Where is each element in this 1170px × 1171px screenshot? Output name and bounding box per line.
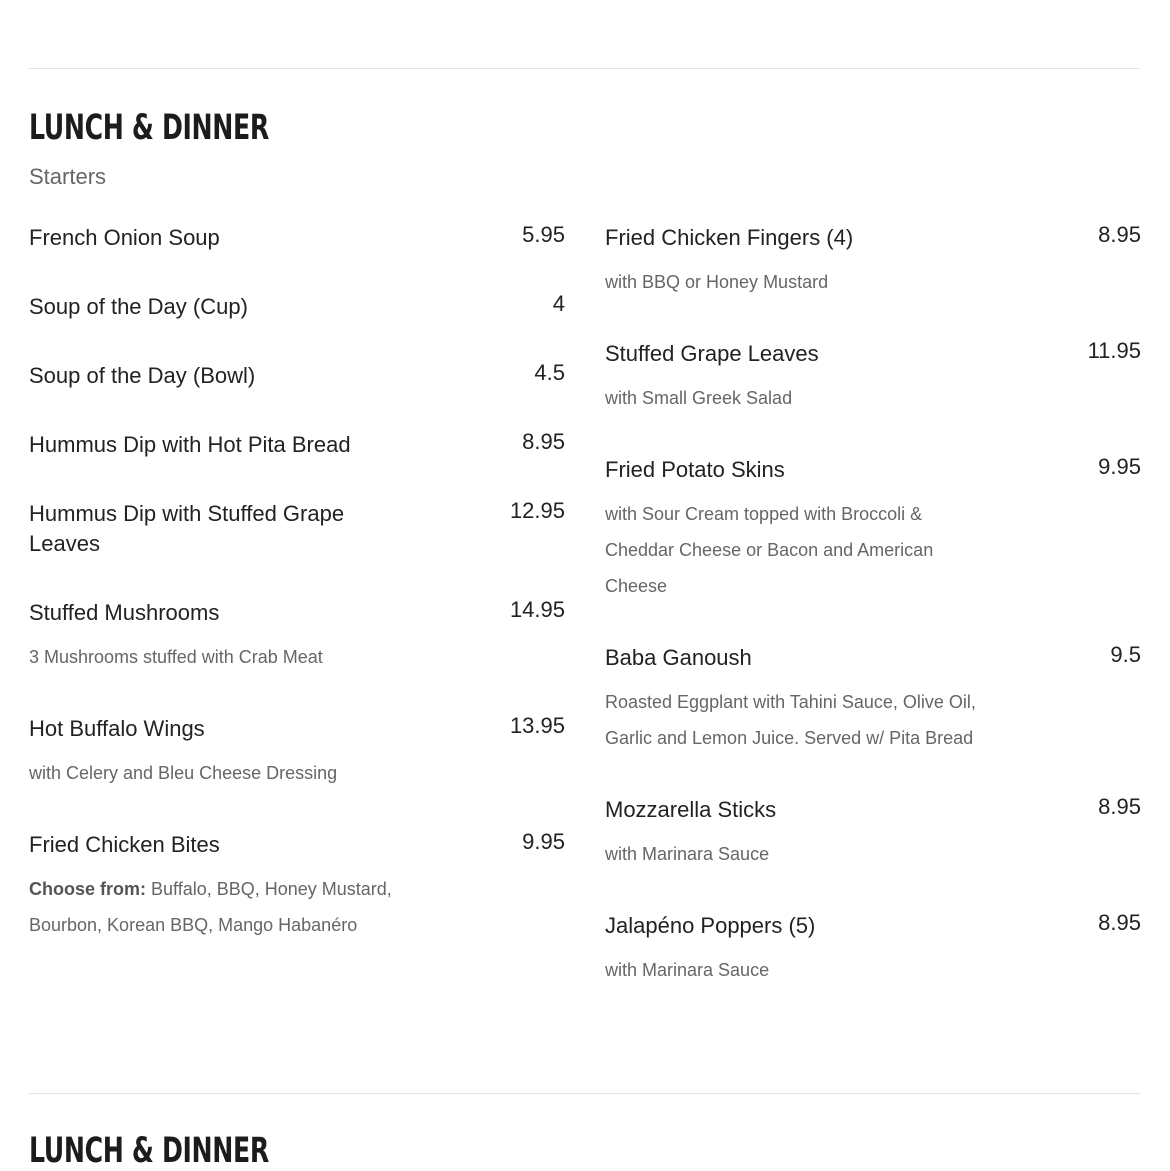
menu-item — [605, 640, 1141, 756]
menu-column-left — [29, 220, 565, 979]
next-section-title: LUNCH & DINNER — [29, 1131, 269, 1171]
menu-item — [605, 908, 1141, 988]
menu-item-name: Mozzarella Sticks — [605, 797, 777, 822]
menu-item-description: 3 Mushrooms stuffed with Crab Meat — [29, 647, 323, 667]
menu-item-price: 8.95 — [522, 429, 565, 454]
menu-item-price: 9.95 — [1098, 454, 1141, 479]
menu-item-price: 9.5 — [1110, 642, 1141, 667]
menu-item — [605, 220, 1141, 300]
menu-item-description: with BBQ or Honey Mustard — [605, 272, 829, 292]
menu-item-description: with Celery and Bleu Cheese Dressing — [29, 763, 338, 783]
menu-item — [605, 452, 1141, 604]
menu-item-price: 8.95 — [1098, 222, 1141, 247]
choose-from-label: Choose from: — [29, 879, 146, 899]
menu-item — [29, 595, 565, 675]
menu-item — [29, 358, 565, 391]
menu-item-price: 9.95 — [522, 829, 565, 854]
menu-item — [605, 792, 1141, 872]
menu-item-name: Soup of the Day (Bowl) — [29, 363, 256, 388]
menu-item-price: 14.95 — [509, 597, 565, 622]
menu-item-price: 8.95 — [1098, 910, 1141, 935]
menu-column-right — [605, 220, 1141, 1024]
menu-item-description — [29, 871, 424, 943]
menu-item-name: Soup of the Day (Cup) — [29, 294, 248, 319]
menu-item-price: 4.5 — [534, 360, 565, 385]
section-divider-top — [29, 68, 1140, 69]
menu-item-name: Stuffed Mushrooms — [29, 600, 220, 625]
menu-item-name: Fried Chicken Bites — [29, 832, 220, 857]
menu-item-price: 4 — [552, 291, 565, 316]
section-title: LUNCH & DINNER — [29, 108, 269, 148]
menu-item — [29, 427, 565, 460]
menu-item — [29, 220, 565, 253]
menu-item-price: 5.95 — [522, 222, 565, 247]
menu-item-description: with Marinara Sauce — [605, 844, 770, 864]
menu-item-name: Hummus Dip with Hot Pita Bread — [29, 432, 351, 457]
menu-item — [29, 496, 565, 559]
menu-item-name: Jalapéno Poppers (5) — [605, 913, 816, 938]
menu-item-description: with Small Greek Salad — [605, 388, 793, 408]
menu-item-description: with Marinara Sauce — [605, 960, 770, 980]
menu-item-price: 8.95 — [1098, 794, 1141, 819]
menu-item — [29, 289, 565, 322]
menu-item-name: Baba Ganoush — [605, 645, 752, 670]
menu-item-price: 12.95 — [509, 498, 565, 523]
menu-item-name: Hummus Dip with Stuffed Grape Leaves — [29, 501, 345, 556]
sauce-options: Buffalo, BBQ, Honey Mustard, Bourbon, Korean BBQ, Mango Habanéro — [29, 879, 392, 935]
section-divider-bottom — [29, 1093, 1140, 1094]
menu-item — [605, 336, 1141, 416]
menu-item-description: Roasted Eggplant with Tahini Sauce, Olive Oil, Garlic and Lemon Juice. Served w/ Pita Bread — [605, 692, 976, 748]
menu-item-name: Fried Potato Skins — [605, 457, 785, 482]
menu-item — [29, 711, 565, 791]
menu-item — [29, 827, 565, 943]
menu-item-name: Stuffed Grape Leaves — [605, 341, 819, 366]
menu-item-price: 11.95 — [1087, 338, 1141, 363]
menu-item-description: with Sour Cream topped with Broccoli & Cheddar Cheese or Bacon and American Cheese — [605, 504, 934, 596]
section-subtitle: Starters — [29, 164, 107, 189]
menu-item-name: French Onion Soup — [29, 225, 220, 250]
menu-item-name: Hot Buffalo Wings — [29, 716, 205, 741]
menu-item-price: 13.95 — [509, 713, 565, 738]
menu-item-name: Fried Chicken Fingers (4) — [605, 225, 854, 250]
